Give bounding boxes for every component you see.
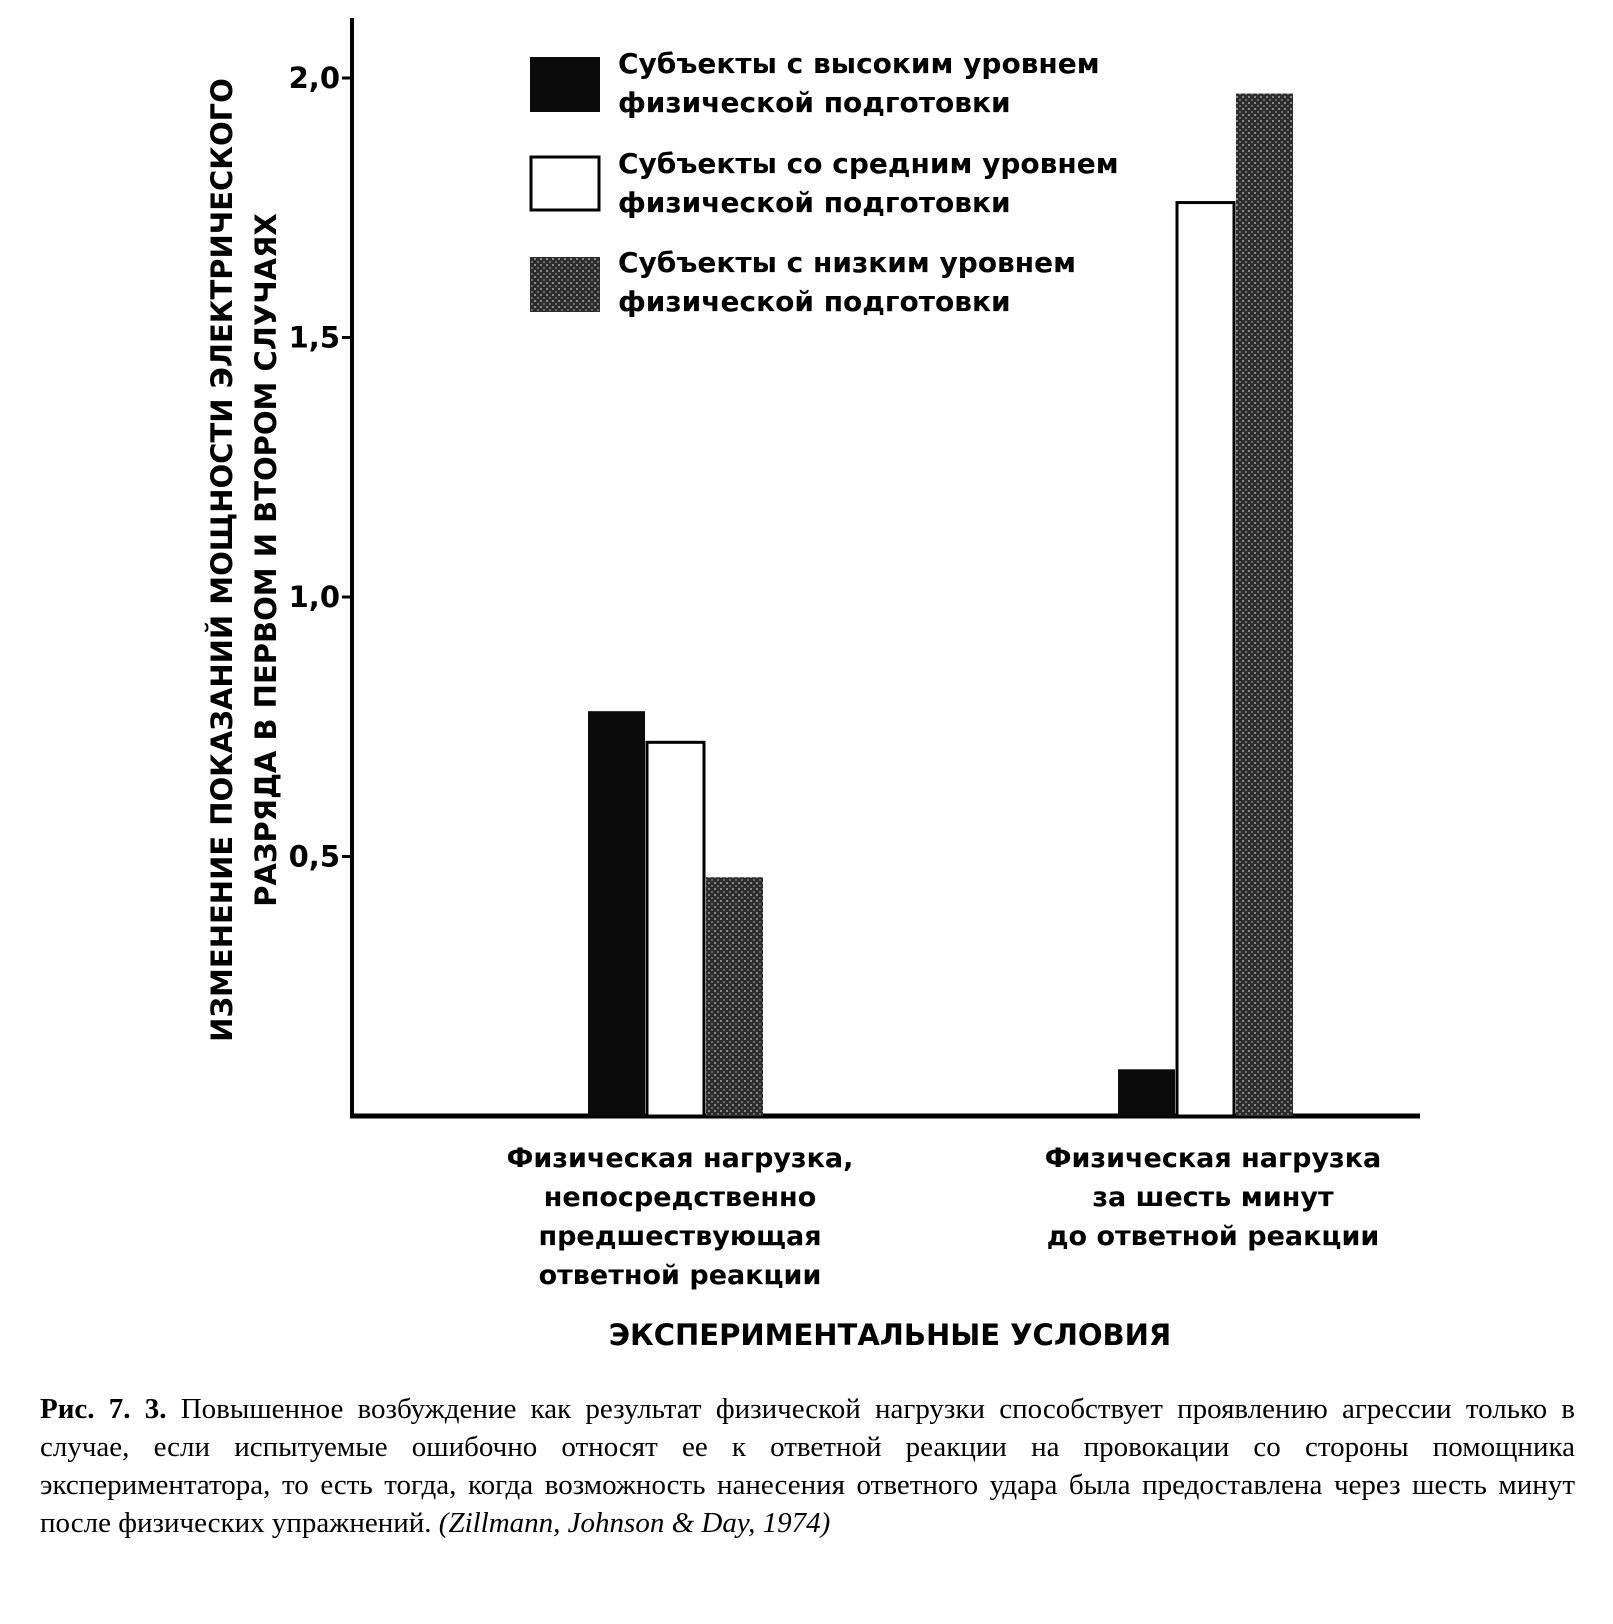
figure-number: Рис. 7. 3. — [40, 1393, 167, 1425]
legend — [530, 47, 1119, 318]
legend-label-low-line-1: Субъекты с низким уровнем — [618, 246, 1076, 279]
y-tick-label: 0,5 — [288, 839, 340, 874]
category-label-1-line-2: непосредственно — [543, 1182, 817, 1213]
caption-text: Повышенное возбуждение как результат физической нагрузки способствует проявлению агрессии только в случае, если испытуемые ошибочно относят ее к ответной реакции на провокации со стороны помощника экспериментатора, то есть тогда, когда возможность нанесения ответного удара была предоставлена через шесть минут после физических упражнений. — [40, 1393, 1575, 1539]
x-axis-label: ЭКСПЕРИМЕНТАЛЬНЫЕ УСЛОВИЯ — [608, 1318, 1172, 1352]
y-tick-label: 2,0 — [288, 61, 340, 95]
category-label-1-line-1: Физическая нагрузка, — [506, 1143, 854, 1174]
legend-label-mid-line-1: Субъекты со средним уровнем — [618, 147, 1119, 180]
y-tick-label: 1,5 — [288, 320, 340, 355]
legend-swatch-low — [530, 257, 600, 312]
legend-label-high-line-1: Субъекты с высоким уровнем — [618, 47, 1100, 80]
bar-mid-category-2 — [1177, 203, 1234, 1116]
legend-swatch-mid — [531, 157, 599, 210]
bar-high-category-2 — [1118, 1069, 1175, 1116]
y-axis-label-line-2: РАЗРЯДА В ПЕРВОМ И ВТОРОМ СЛУЧАЯХ — [249, 213, 283, 907]
bar-mid-category-1 — [647, 742, 704, 1116]
legend-label-low-line-2: физической подготовки — [618, 285, 1011, 318]
category-label-2-line-3: до ответной реакции — [1046, 1221, 1380, 1252]
category-label-2 — [1045, 1143, 1382, 1252]
legend-label-high-line-2: физической подготовки — [618, 86, 1011, 119]
bar-high-category-1 — [588, 711, 645, 1116]
figure-caption — [40, 1390, 1575, 1542]
category-label-1-line-4: ответной реакции — [538, 1260, 822, 1291]
legend-label-mid-line-2: физической подготовки — [618, 186, 1011, 219]
bar-low-category-2 — [1236, 94, 1293, 1116]
caption-citation: (Zillmann, Johnson & Day, 1974) — [438, 1507, 831, 1539]
category-label-1 — [507, 1143, 854, 1291]
legend-swatch-high — [530, 57, 600, 112]
bar-low-category-1 — [706, 877, 763, 1116]
category-label-2-line-2: за шесть минут — [1092, 1182, 1334, 1213]
category-label-1-line-3: предшествующая — [538, 1221, 822, 1252]
y-axis-label-line-1: ИЗМЕНЕНИЕ ПОКАЗАНИЙ МОЩНОСТИ ЭЛЕКТРИЧЕСКОГО — [205, 78, 239, 1042]
y-tick-label: 1,0 — [288, 580, 340, 614]
category-label-2-line-1: Физическая нагрузка — [1044, 1143, 1382, 1174]
